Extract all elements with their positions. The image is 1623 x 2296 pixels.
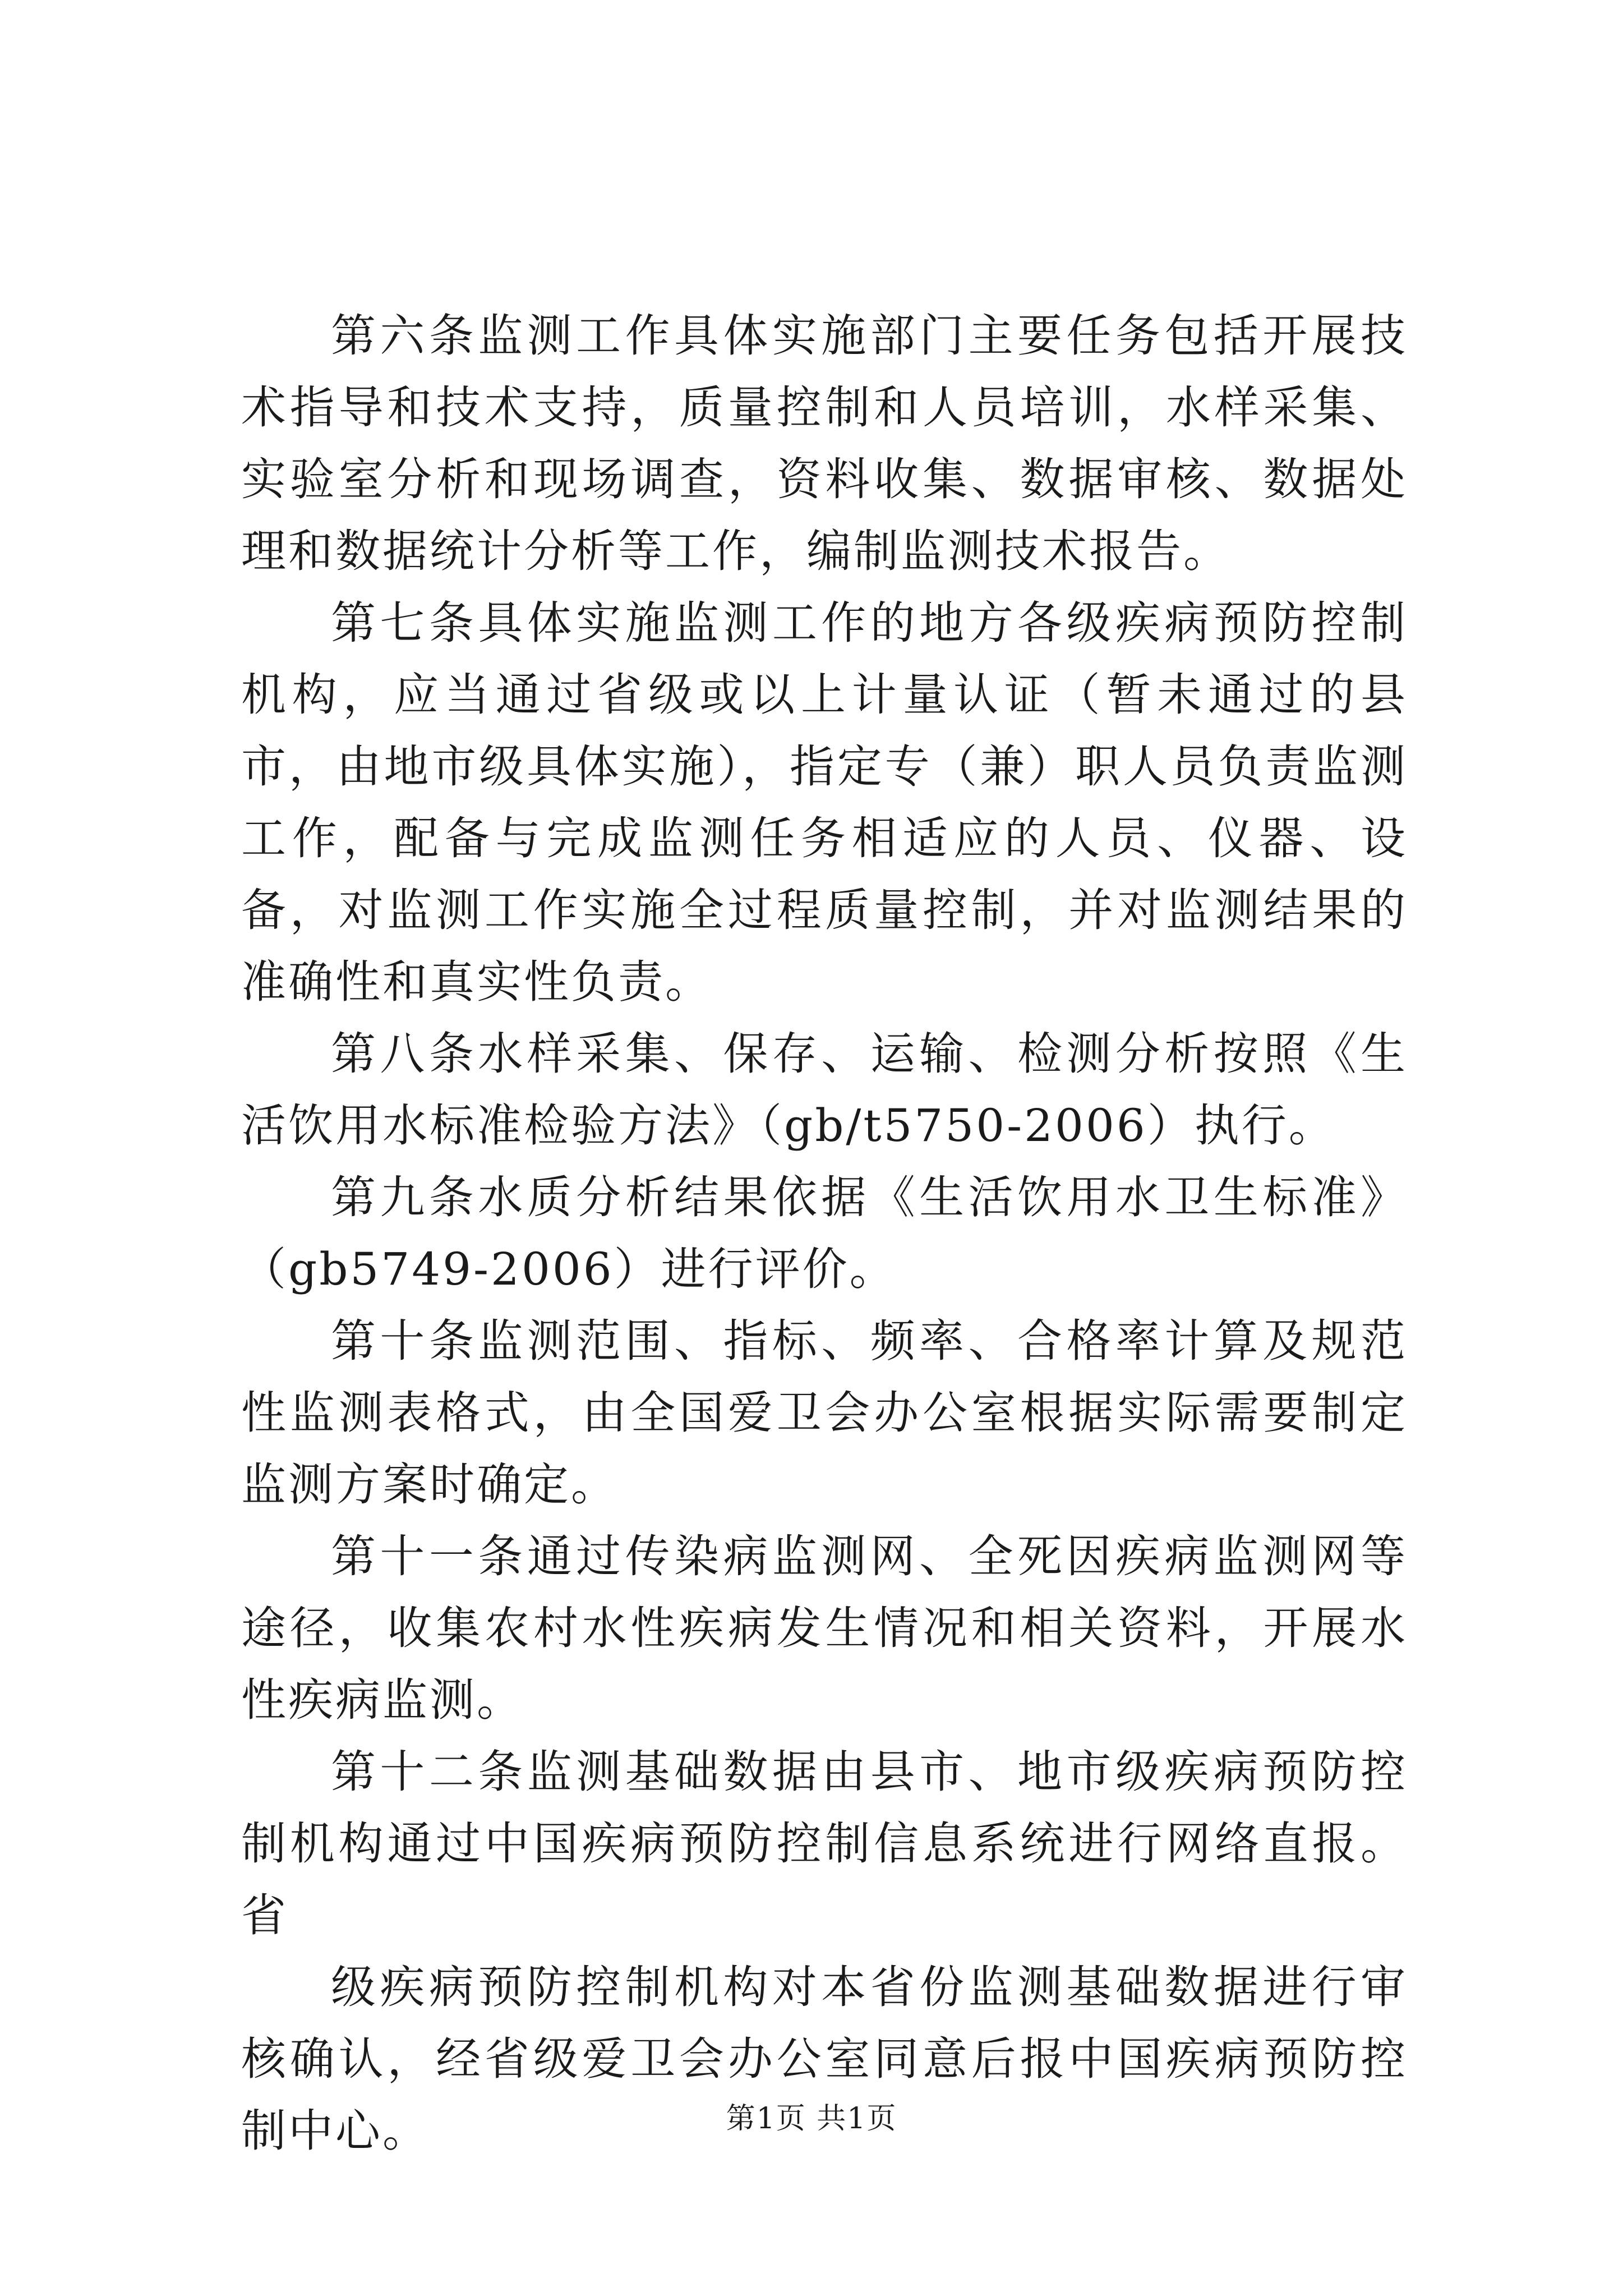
page-number-label: 第1页 共1页 [726, 2102, 897, 2136]
page-footer [0, 2095, 1623, 2137]
document-body [241, 300, 1408, 2167]
paragraph-article-9: 第九条水质分析结果依据《生活饮用水卫生标准》（gb5749-2006）进行评价。 [241, 1171, 1408, 1295]
paragraph-article-6: 第六条监测工作具体实施部门主要任务包括开展技术指导和技术支持，质量控制和人员培训，水样采集、实验室分析和现场调查，资料收集、数据审核、数据处理和数据统计分析等工作，编制监测技术报告。 [241, 310, 1408, 577]
paragraph-article-12: 第十二条监测基础数据由县市、地市级疾病预防控制机构通过中国疾病预防控制信息系统进行网络直报。省 [241, 1746, 1408, 1941]
paragraph-article-8: 第八条水样采集、保存、运输、检测分析按照《生活饮用水标准检验方法》（gb/t5750-2006）执行。 [241, 1028, 1408, 1152]
paragraph-article-10: 第十条监测范围、指标、频率、合格率计算及规范性监测表格式，由全国爱卫会办公室根据实际需要制定监测方案时确定。 [241, 1315, 1408, 1511]
paragraph-article-11: 第十一条通过传染病监测网、全死因疾病监测网等途径，收集农村水性疾病发生情况和相关资料，开展水性疾病监测。 [241, 1530, 1408, 1726]
paragraph-article-12-continued: 级疾病预防控制机构对本省份监测基础数据进行审核确认，经省级爱卫会办公室同意后报中国疾病预防控制中心。 [241, 1961, 1408, 2157]
paragraph-article-7: 第七条具体实施监测工作的地方各级疾病预防控制机构，应当通过省级或以上计量认证（暂未通过的县市，由地市级具体实施），指定专（兼）职人员负责监测工作，配备与完成监测任务相适应的人员、仪器、设备，对监测工作实施全过程质量控制，并对监测结果的准确性和真实性负责。 [241, 597, 1408, 1008]
